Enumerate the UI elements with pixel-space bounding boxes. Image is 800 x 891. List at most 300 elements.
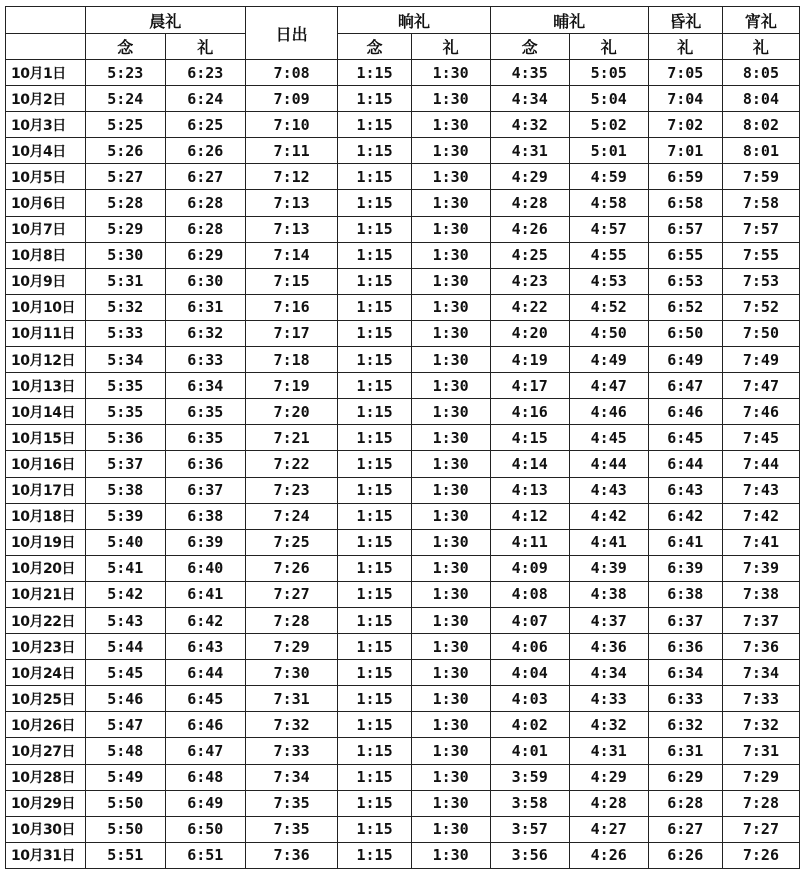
cell-noon-pray: 1:30 — [411, 399, 490, 425]
cell-night: 7:57 — [722, 216, 799, 242]
cell-afternoon-pray: 4:42 — [569, 503, 648, 529]
cell-date: 10月25日 — [6, 686, 86, 712]
table-body — [6, 60, 800, 869]
cell-dawn-pray: 6:37 — [165, 477, 245, 503]
cell-noon-recite: 1:15 — [338, 607, 411, 633]
cell-afternoon-pray: 4:29 — [569, 764, 648, 790]
cell-dawn-pray: 6:40 — [165, 555, 245, 581]
cell-afternoon-pray: 4:55 — [569, 242, 648, 268]
cell-dusk: 6:37 — [648, 607, 722, 633]
cell-noon-recite: 1:15 — [338, 816, 411, 842]
cell-noon-pray: 1:30 — [411, 503, 490, 529]
cell-afternoon-recite: 4:20 — [490, 320, 569, 346]
table-row — [6, 634, 800, 660]
cell-night: 7:58 — [722, 190, 799, 216]
cell-sunrise: 7:09 — [245, 86, 338, 112]
subheader-afternoon-recite: 念 — [490, 34, 569, 60]
cell-afternoon-recite: 4:14 — [490, 451, 569, 477]
cell-date: 10月11日 — [6, 320, 86, 346]
cell-sunrise: 7:17 — [245, 320, 338, 346]
cell-noon-pray: 1:30 — [411, 242, 490, 268]
cell-dawn-pray: 6:47 — [165, 738, 245, 764]
cell-dusk: 6:38 — [648, 581, 722, 607]
cell-noon-pray: 1:30 — [411, 738, 490, 764]
cell-dawn-recite: 5:48 — [85, 738, 165, 764]
cell-afternoon-pray: 4:43 — [569, 477, 648, 503]
cell-dusk: 7:04 — [648, 86, 722, 112]
cell-noon-recite: 1:15 — [338, 60, 411, 86]
cell-dusk: 6:27 — [648, 816, 722, 842]
cell-night: 7:27 — [722, 816, 799, 842]
subheader-dusk-pray: 礼 — [648, 34, 722, 60]
cell-noon-recite: 1:15 — [338, 294, 411, 320]
table-row — [6, 712, 800, 738]
cell-noon-recite: 1:15 — [338, 190, 411, 216]
cell-noon-pray: 1:30 — [411, 425, 490, 451]
cell-dawn-recite: 5:43 — [85, 607, 165, 633]
cell-dawn-recite: 5:50 — [85, 816, 165, 842]
cell-noon-pray: 1:30 — [411, 764, 490, 790]
cell-date: 10月17日 — [6, 477, 86, 503]
cell-night: 7:43 — [722, 477, 799, 503]
cell-dusk: 6:45 — [648, 425, 722, 451]
cell-dawn-recite: 5:25 — [85, 112, 165, 138]
cell-sunrise: 7:35 — [245, 790, 338, 816]
cell-date: 10月18日 — [6, 503, 86, 529]
cell-noon-recite: 1:15 — [338, 320, 411, 346]
cell-noon-pray: 1:30 — [411, 607, 490, 633]
cell-dawn-recite: 5:47 — [85, 712, 165, 738]
cell-noon-recite: 1:15 — [338, 425, 411, 451]
cell-dawn-recite: 5:37 — [85, 451, 165, 477]
cell-dawn-recite: 5:44 — [85, 634, 165, 660]
cell-dawn-recite: 5:39 — [85, 503, 165, 529]
cell-afternoon-pray: 5:04 — [569, 86, 648, 112]
cell-date: 10月6日 — [6, 190, 86, 216]
table-row — [6, 190, 800, 216]
cell-dusk: 6:36 — [648, 634, 722, 660]
cell-sunrise: 7:11 — [245, 138, 338, 164]
cell-night: 7:41 — [722, 529, 799, 555]
cell-noon-recite: 1:15 — [338, 581, 411, 607]
cell-date: 10月19日 — [6, 529, 86, 555]
table-row — [6, 764, 800, 790]
cell-noon-pray: 1:30 — [411, 86, 490, 112]
cell-dawn-pray: 6:26 — [165, 138, 245, 164]
cell-dawn-pray: 6:28 — [165, 216, 245, 242]
cell-afternoon-pray: 4:27 — [569, 816, 648, 842]
cell-date: 10月15日 — [6, 425, 86, 451]
cell-dawn-recite: 5:50 — [85, 790, 165, 816]
cell-afternoon-recite: 4:29 — [490, 164, 569, 190]
table-row — [6, 555, 800, 581]
cell-afternoon-pray: 4:37 — [569, 607, 648, 633]
cell-date: 10月29日 — [6, 790, 86, 816]
cell-night: 8:02 — [722, 112, 799, 138]
cell-dusk: 6:58 — [648, 190, 722, 216]
table-row — [6, 425, 800, 451]
cell-date: 10月2日 — [6, 86, 86, 112]
cell-sunrise: 7:19 — [245, 373, 338, 399]
cell-afternoon-recite: 4:23 — [490, 268, 569, 294]
cell-sunrise: 7:31 — [245, 686, 338, 712]
cell-sunrise: 7:28 — [245, 607, 338, 633]
cell-date: 10月24日 — [6, 660, 86, 686]
table-row — [6, 138, 800, 164]
cell-noon-recite: 1:15 — [338, 790, 411, 816]
cell-date: 10月10日 — [6, 294, 86, 320]
cell-noon-recite: 1:15 — [338, 686, 411, 712]
cell-afternoon-pray: 4:31 — [569, 738, 648, 764]
cell-dawn-recite: 5:30 — [85, 242, 165, 268]
cell-afternoon-pray: 4:34 — [569, 660, 648, 686]
cell-dusk: 6:53 — [648, 268, 722, 294]
cell-dawn-pray: 6:36 — [165, 451, 245, 477]
cell-afternoon-recite: 4:12 — [490, 503, 569, 529]
cell-night: 7:50 — [722, 320, 799, 346]
cell-dawn-recite: 5:23 — [85, 60, 165, 86]
cell-dawn-pray: 6:45 — [165, 686, 245, 712]
cell-night: 7:49 — [722, 347, 799, 373]
cell-noon-recite: 1:15 — [338, 660, 411, 686]
cell-night: 7:55 — [722, 242, 799, 268]
cell-dusk: 6:41 — [648, 529, 722, 555]
cell-noon-pray: 1:30 — [411, 477, 490, 503]
cell-sunrise: 7:33 — [245, 738, 338, 764]
table-row — [6, 816, 800, 842]
cell-dawn-pray: 6:42 — [165, 607, 245, 633]
cell-sunrise: 7:25 — [245, 529, 338, 555]
cell-dawn-pray: 6:23 — [165, 60, 245, 86]
cell-date: 10月27日 — [6, 738, 86, 764]
table-row — [6, 581, 800, 607]
table-row — [6, 373, 800, 399]
cell-dawn-pray: 6:27 — [165, 164, 245, 190]
subheader-afternoon-pray: 礼 — [569, 34, 648, 60]
cell-sunrise: 7:13 — [245, 190, 338, 216]
table-row — [6, 790, 800, 816]
cell-sunrise: 7:20 — [245, 399, 338, 425]
cell-dawn-pray: 6:28 — [165, 190, 245, 216]
cell-afternoon-recite: 4:28 — [490, 190, 569, 216]
cell-sunrise: 7:34 — [245, 764, 338, 790]
cell-date: 10月9日 — [6, 268, 86, 294]
cell-date: 10月7日 — [6, 216, 86, 242]
cell-dawn-pray: 6:51 — [165, 842, 245, 868]
cell-date: 10月28日 — [6, 764, 86, 790]
cell-sunrise: 7:16 — [245, 294, 338, 320]
cell-afternoon-pray: 4:53 — [569, 268, 648, 294]
cell-afternoon-pray: 5:02 — [569, 112, 648, 138]
cell-noon-recite: 1:15 — [338, 138, 411, 164]
cell-dusk: 6:33 — [648, 686, 722, 712]
cell-noon-pray: 1:30 — [411, 320, 490, 346]
subheader-dawn-pray: 礼 — [165, 34, 245, 60]
cell-afternoon-recite: 4:08 — [490, 581, 569, 607]
cell-dawn-recite: 5:33 — [85, 320, 165, 346]
cell-dawn-pray: 6:44 — [165, 660, 245, 686]
cell-afternoon-pray: 4:36 — [569, 634, 648, 660]
cell-afternoon-recite: 4:31 — [490, 138, 569, 164]
cell-dusk: 6:31 — [648, 738, 722, 764]
cell-dusk: 6:43 — [648, 477, 722, 503]
cell-noon-recite: 1:15 — [338, 503, 411, 529]
cell-noon-pray: 1:30 — [411, 190, 490, 216]
cell-afternoon-pray: 5:01 — [569, 138, 648, 164]
cell-sunrise: 7:15 — [245, 268, 338, 294]
cell-date: 10月14日 — [6, 399, 86, 425]
header-dawn: 晨礼 — [85, 7, 245, 34]
cell-noon-pray: 1:30 — [411, 790, 490, 816]
cell-noon-recite: 1:15 — [338, 842, 411, 868]
table-row — [6, 477, 800, 503]
cell-dawn-recite: 5:35 — [85, 399, 165, 425]
cell-date: 10月22日 — [6, 607, 86, 633]
cell-afternoon-pray: 4:52 — [569, 294, 648, 320]
header-afternoon: 晡礼 — [490, 7, 648, 34]
cell-noon-recite: 1:15 — [338, 268, 411, 294]
table-row — [6, 399, 800, 425]
header-night: 宵礼 — [722, 7, 799, 34]
cell-night: 8:04 — [722, 86, 799, 112]
cell-sunrise: 7:23 — [245, 477, 338, 503]
cell-night: 7:38 — [722, 581, 799, 607]
cell-dusk: 7:05 — [648, 60, 722, 86]
cell-dawn-pray: 6:49 — [165, 790, 245, 816]
cell-noon-recite: 1:15 — [338, 399, 411, 425]
cell-dusk: 6:42 — [648, 503, 722, 529]
cell-afternoon-pray: 4:41 — [569, 529, 648, 555]
cell-afternoon-recite: 3:56 — [490, 842, 569, 868]
cell-sunrise: 7:18 — [245, 347, 338, 373]
cell-dawn-recite: 5:41 — [85, 555, 165, 581]
table-row — [6, 320, 800, 346]
header-noon: 晌礼 — [338, 7, 490, 34]
cell-afternoon-pray: 4:50 — [569, 320, 648, 346]
cell-noon-pray: 1:30 — [411, 712, 490, 738]
cell-sunrise: 7:22 — [245, 451, 338, 477]
cell-noon-recite: 1:15 — [338, 451, 411, 477]
cell-dawn-recite: 5:45 — [85, 660, 165, 686]
cell-night: 7:52 — [722, 294, 799, 320]
cell-noon-pray: 1:30 — [411, 660, 490, 686]
cell-date: 10月5日 — [6, 164, 86, 190]
cell-night: 7:46 — [722, 399, 799, 425]
cell-noon-pray: 1:30 — [411, 268, 490, 294]
cell-sunrise: 7:21 — [245, 425, 338, 451]
cell-night: 7:59 — [722, 164, 799, 190]
cell-afternoon-pray: 4:58 — [569, 190, 648, 216]
cell-noon-pray: 1:30 — [411, 529, 490, 555]
cell-dawn-recite: 5:46 — [85, 686, 165, 712]
cell-noon-pray: 1:30 — [411, 581, 490, 607]
cell-afternoon-recite: 4:15 — [490, 425, 569, 451]
cell-afternoon-pray: 4:57 — [569, 216, 648, 242]
header-sunrise: 日出 — [245, 7, 338, 60]
table-row — [6, 738, 800, 764]
cell-dawn-recite: 5:40 — [85, 529, 165, 555]
cell-night: 7:39 — [722, 555, 799, 581]
cell-noon-recite: 1:15 — [338, 477, 411, 503]
cell-dawn-recite: 5:24 — [85, 86, 165, 112]
cell-afternoon-recite: 4:17 — [490, 373, 569, 399]
cell-dusk: 6:29 — [648, 764, 722, 790]
table-row — [6, 503, 800, 529]
cell-dawn-recite: 5:31 — [85, 268, 165, 294]
cell-noon-recite: 1:15 — [338, 112, 411, 138]
cell-afternoon-recite: 3:59 — [490, 764, 569, 790]
cell-sunrise: 7:27 — [245, 581, 338, 607]
cell-dusk: 6:47 — [648, 373, 722, 399]
table-row — [6, 86, 800, 112]
cell-dusk: 6:26 — [648, 842, 722, 868]
cell-sunrise: 7:10 — [245, 112, 338, 138]
cell-dusk: 6:52 — [648, 294, 722, 320]
table-row — [6, 529, 800, 555]
cell-dusk: 6:57 — [648, 216, 722, 242]
cell-afternoon-pray: 4:28 — [569, 790, 648, 816]
cell-dawn-pray: 6:30 — [165, 268, 245, 294]
cell-sunrise: 7:14 — [245, 242, 338, 268]
cell-dawn-recite: 5:32 — [85, 294, 165, 320]
cell-afternoon-recite: 4:26 — [490, 216, 569, 242]
cell-afternoon-recite: 4:34 — [490, 86, 569, 112]
cell-sunrise: 7:08 — [245, 60, 338, 86]
cell-night: 8:05 — [722, 60, 799, 86]
cell-dawn-pray: 6:50 — [165, 816, 245, 842]
cell-afternoon-recite: 4:32 — [490, 112, 569, 138]
cell-afternoon-recite: 4:22 — [490, 294, 569, 320]
cell-night: 7:33 — [722, 686, 799, 712]
cell-dusk: 6:39 — [648, 555, 722, 581]
header-dusk: 昏礼 — [648, 7, 722, 34]
cell-date: 10月26日 — [6, 712, 86, 738]
cell-dawn-recite: 5:26 — [85, 138, 165, 164]
cell-afternoon-recite: 4:16 — [490, 399, 569, 425]
cell-date: 10月21日 — [6, 581, 86, 607]
cell-afternoon-recite: 4:07 — [490, 607, 569, 633]
cell-noon-pray: 1:30 — [411, 555, 490, 581]
cell-dawn-pray: 6:32 — [165, 320, 245, 346]
prayer-times-table — [5, 6, 800, 869]
cell-afternoon-pray: 4:46 — [569, 399, 648, 425]
cell-night: 8:01 — [722, 138, 799, 164]
cell-afternoon-recite: 4:09 — [490, 555, 569, 581]
cell-night: 7:26 — [722, 842, 799, 868]
cell-dawn-pray: 6:38 — [165, 503, 245, 529]
table-row — [6, 268, 800, 294]
cell-afternoon-recite: 4:04 — [490, 660, 569, 686]
cell-noon-recite: 1:15 — [338, 712, 411, 738]
cell-afternoon-pray: 4:49 — [569, 347, 648, 373]
cell-noon-recite: 1:15 — [338, 216, 411, 242]
cell-dawn-pray: 6:43 — [165, 634, 245, 660]
table-row — [6, 451, 800, 477]
cell-afternoon-recite: 4:11 — [490, 529, 569, 555]
cell-dusk: 6:32 — [648, 712, 722, 738]
cell-night: 7:29 — [722, 764, 799, 790]
cell-sunrise: 7:13 — [245, 216, 338, 242]
cell-dusk: 6:59 — [648, 164, 722, 190]
cell-noon-pray: 1:30 — [411, 60, 490, 86]
cell-noon-pray: 1:30 — [411, 164, 490, 190]
cell-sunrise: 7:24 — [245, 503, 338, 529]
cell-dawn-recite: 5:28 — [85, 190, 165, 216]
cell-date: 10月30日 — [6, 816, 86, 842]
cell-afternoon-pray: 4:45 — [569, 425, 648, 451]
cell-afternoon-recite: 4:13 — [490, 477, 569, 503]
prayer-times-sheet — [5, 6, 800, 869]
cell-afternoon-pray: 4:39 — [569, 555, 648, 581]
cell-noon-recite: 1:15 — [338, 86, 411, 112]
cell-dawn-recite: 5:36 — [85, 425, 165, 451]
cell-afternoon-recite: 4:02 — [490, 712, 569, 738]
cell-dawn-pray: 6:24 — [165, 86, 245, 112]
cell-dawn-pray: 6:41 — [165, 581, 245, 607]
cell-date: 10月12日 — [6, 347, 86, 373]
table-row — [6, 686, 800, 712]
cell-noon-pray: 1:30 — [411, 816, 490, 842]
cell-afternoon-pray: 4:38 — [569, 581, 648, 607]
cell-night: 7:37 — [722, 607, 799, 633]
cell-dawn-recite: 5:27 — [85, 164, 165, 190]
cell-dawn-pray: 6:48 — [165, 764, 245, 790]
cell-dawn-pray: 6:39 — [165, 529, 245, 555]
cell-dusk: 6:55 — [648, 242, 722, 268]
cell-afternoon-recite: 4:19 — [490, 347, 569, 373]
table-row — [6, 242, 800, 268]
cell-night: 7:44 — [722, 451, 799, 477]
cell-date: 10月23日 — [6, 634, 86, 660]
cell-night: 7:53 — [722, 268, 799, 294]
cell-dawn-recite: 5:34 — [85, 347, 165, 373]
table-row — [6, 660, 800, 686]
cell-noon-recite: 1:15 — [338, 634, 411, 660]
cell-noon-pray: 1:30 — [411, 216, 490, 242]
cell-dawn-recite: 5:51 — [85, 842, 165, 868]
table-row — [6, 842, 800, 868]
cell-dawn-recite: 5:35 — [85, 373, 165, 399]
cell-night: 7:28 — [722, 790, 799, 816]
table-row — [6, 164, 800, 190]
cell-noon-recite: 1:15 — [338, 764, 411, 790]
cell-afternoon-recite: 4:06 — [490, 634, 569, 660]
cell-sunrise: 7:36 — [245, 842, 338, 868]
cell-afternoon-pray: 4:59 — [569, 164, 648, 190]
cell-dawn-pray: 6:31 — [165, 294, 245, 320]
cell-afternoon-recite: 4:03 — [490, 686, 569, 712]
cell-noon-recite: 1:15 — [338, 164, 411, 190]
cell-date: 10月3日 — [6, 112, 86, 138]
cell-noon-pray: 1:30 — [411, 842, 490, 868]
cell-dusk: 6:46 — [648, 399, 722, 425]
cell-sunrise: 7:35 — [245, 816, 338, 842]
cell-night: 7:32 — [722, 712, 799, 738]
cell-dusk: 6:44 — [648, 451, 722, 477]
cell-noon-recite: 1:15 — [338, 242, 411, 268]
cell-dawn-pray: 6:35 — [165, 425, 245, 451]
cell-noon-recite: 1:15 — [338, 555, 411, 581]
cell-dawn-pray: 6:34 — [165, 373, 245, 399]
cell-dawn-pray: 6:25 — [165, 112, 245, 138]
cell-night: 7:36 — [722, 634, 799, 660]
cell-dusk: 6:50 — [648, 320, 722, 346]
cell-dawn-recite: 5:42 — [85, 581, 165, 607]
subheader-noon-recite: 念 — [338, 34, 411, 60]
table-row — [6, 60, 800, 86]
cell-date: 10月1日 — [6, 60, 86, 86]
cell-afternoon-recite: 4:35 — [490, 60, 569, 86]
